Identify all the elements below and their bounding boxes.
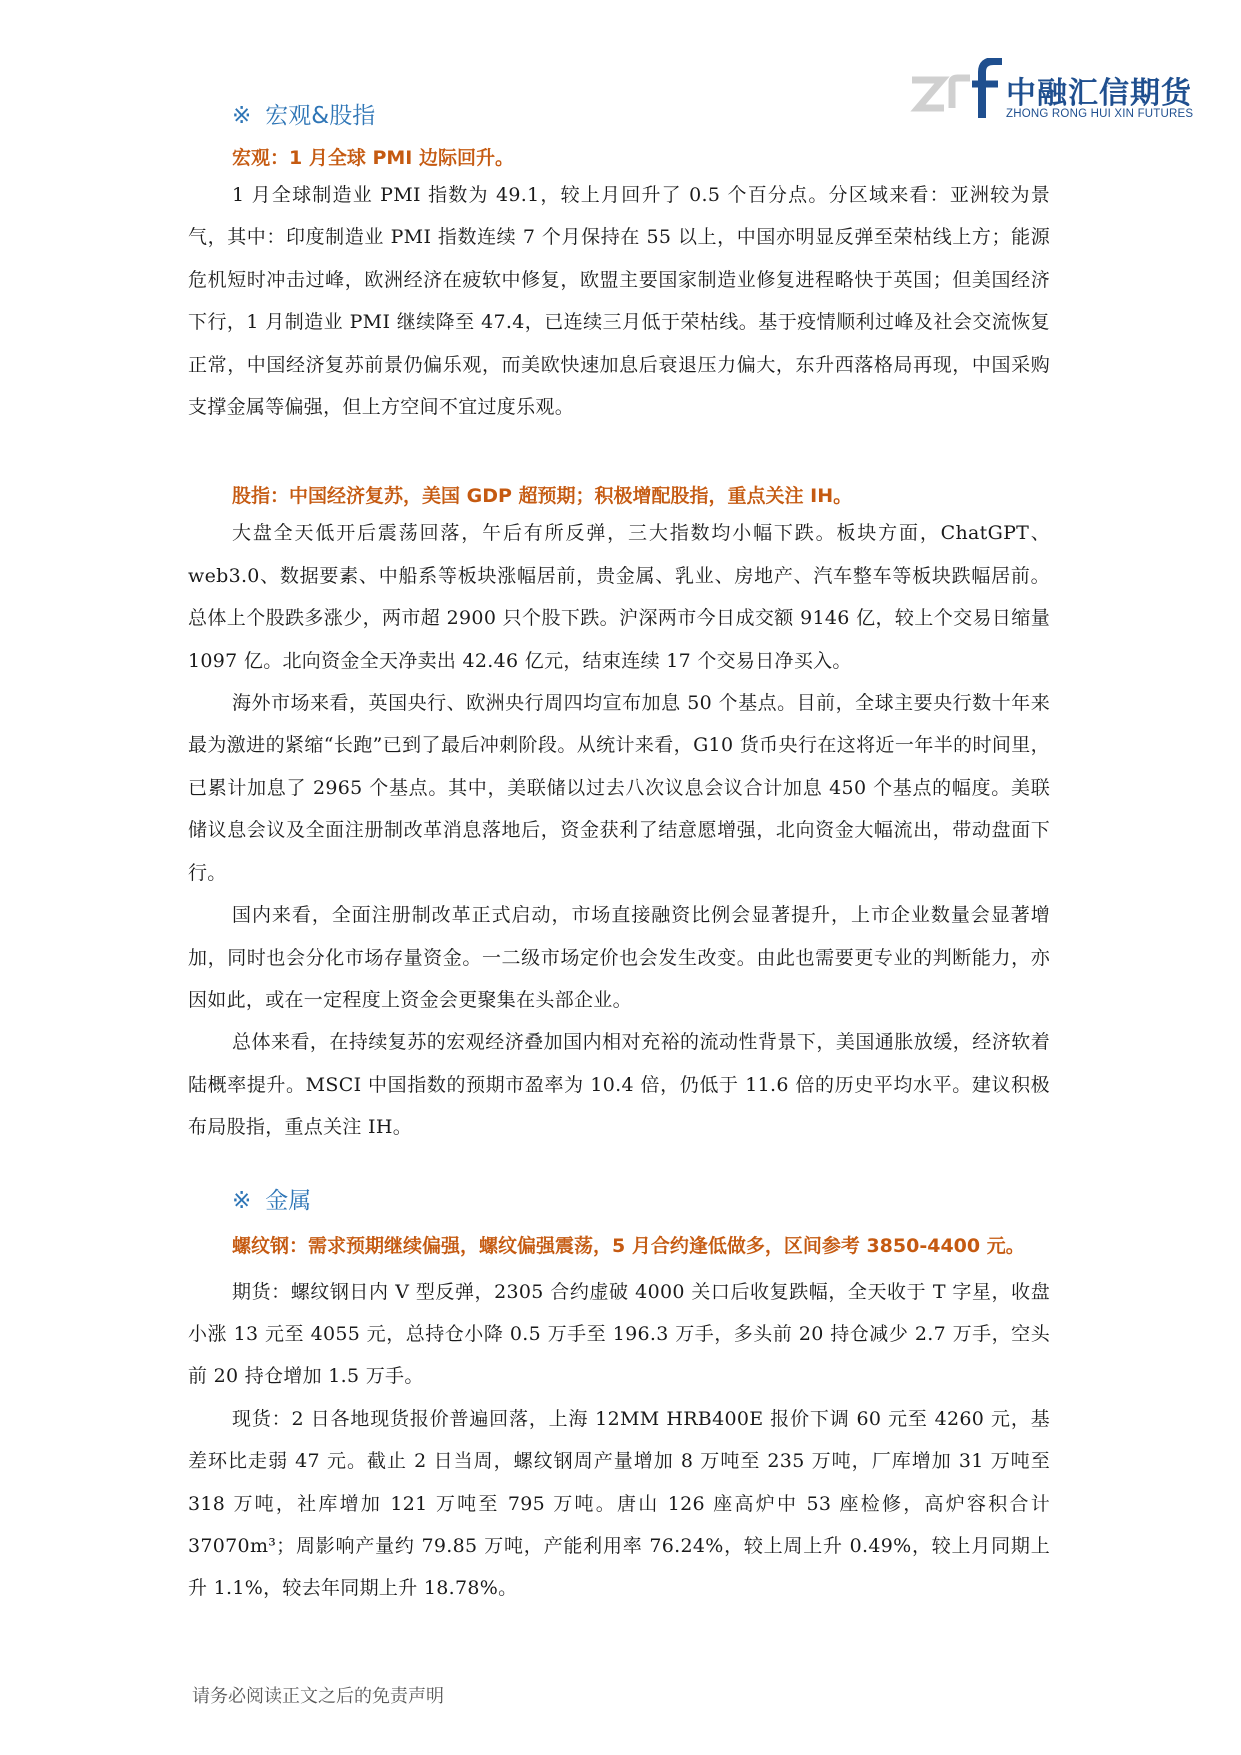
section-title: 宏观&股指 bbox=[265, 103, 376, 129]
section-heading-metals bbox=[232, 1185, 1050, 1217]
section-title: 金属 bbox=[265, 1187, 312, 1214]
paragraph: 大盘全天低开后震荡回落，午后有所反弹，三大指数均小幅下跌。板块方面，ChatGPT、web3.0、数据要素、中船系等板块涨幅居前，贵金属、乳业、房地产、汽车整车等板块跌幅居前。总体上个股跌多涨少，两市超 2900 只个股下跌。沪深两市今日成交额 9146 亿，较上个交易日缩量 1097 亿。北向资金全天净卖出 42.46 亿元，结束连续 17 个交易日净买入。 bbox=[188, 522, 1050, 672]
paragraph: 海外市场来看，英国央行、欧洲央行周四均宣布加息 50 个基点。目前，全球主要央行数十年来最为激进的紧缩“长跑”已到了最后冲刺阶段。从统计来看，G10 货币央行在这将近一年半的时间里，已累计加息了 2965 个基点。其中，美联储以过去八次议息会议合计加息 450 个基点的幅度。美联储议息会议及全面注册制改革消息落地后，资金获利了结意愿增强，北向资金大幅流出，带动盘面下行。 bbox=[188, 692, 1050, 884]
subheading-macro: 宏观：1 月全球 PMI 边际回升。 bbox=[232, 147, 514, 169]
paragraph: 国内来看，全面注册制改革正式启动，市场直接融资比例会显著提升，上市企业数量会显著增加，同时也会分化市场存量资金。一二级市场定价也会发生改变。由此也需要更专业的判断能力，亦因如此，或在一定程度上资金会更聚集在头部企业。 bbox=[188, 904, 1050, 1011]
paragraph: 期货：螺纹钢日内 V 型反弹，2305 合约虚破 4000 关口后收复跌幅，全天收于 T 字星，收盘小涨 13 元至 4055 元，总持仓小降 0.5 万手至 196.3 万手，多头前 20 持仓减少 2.7 万手，空头前 20 持仓增加 1.5 万手。 bbox=[188, 1280, 1050, 1388]
reference-mark-icon: ※ bbox=[232, 103, 252, 129]
subheading-stock-index: 股指：中国经济复苏，美国 GDP 超预期；积极增配股指，重点关注 IH。 bbox=[232, 485, 853, 508]
paragraph: 现货：2 日各地现货报价普遍回落，上海 12MM HRB400E 报价下调 60 元至 4260 元，基差环比走弱 47 元。截止 2 日当周，螺纹钢周产量增加 8 万吨至 235 万吨，厂库增加 31 万吨至 318 万吨，社库增加 121 万吨至 795 万吨。唐山 126 座高炉中 53 座检修，高炉容积合计 37070m³；周影响产量约 79.85 万吨，产能利用率 76.24%，较上周上升 0.49%，较上月同期上升 1.1%，较去年同期上升 18.78%。 bbox=[188, 1407, 1050, 1600]
disclaimer-footer: 请务必阅读正文之后的免责声明 bbox=[192, 1686, 444, 1707]
logo-chinese-name: 中融汇信期货 bbox=[1006, 76, 1192, 111]
reference-mark-icon: ※ bbox=[232, 1187, 252, 1214]
section-heading-macro bbox=[232, 100, 1050, 132]
subheading-rebar: 螺纹钢：需求预期继续偏强，螺纹偏强震荡，5 月合约逢低做多，区间参考 3850-4400 元。 bbox=[232, 1234, 1025, 1257]
paragraph: 1 月全球制造业 PMI 指数为 49.1，较上月回升了 0.5 个百分点。分区域来看：亚洲较为景气，其中：印度制造业 PMI 指数连续 7 个月保持在 55 以上，中国亦明显反弹至荣枯线上方；能源危机短时冲击过峰，欧洲经济在疲软中修复，欧盟主要国家制造业修复进程略快于英国；但美国经济下行，1 月制造业 PMI 继续降至 47.4，已连续三月低于荣枯线。基于疫情顺利过峰及社会交流恢复正常，中国经济复苏前景仍偏乐观，而美欧快速加息后衰退压力偏大，东升西落格局再现，中国采购支撑金属等偏强，但上方空间不宜过度乐观。 bbox=[188, 184, 1050, 419]
logo-english-name: ZHONG RONG HUI XIN FUTURES bbox=[1006, 108, 1194, 120]
report-body bbox=[188, 100, 1050, 1610]
paragraph: 总体来看，在持续复苏的宏观经济叠加国内相对充裕的流动性背景下，美国通胀放缓，经济软着陆概率提升。MSCI 中国指数的预期市盈率为 10.4 倍，仍低于 11.6 倍的历史平均水平。建议积极布局股指，重点关注 IH。 bbox=[188, 1031, 1050, 1139]
